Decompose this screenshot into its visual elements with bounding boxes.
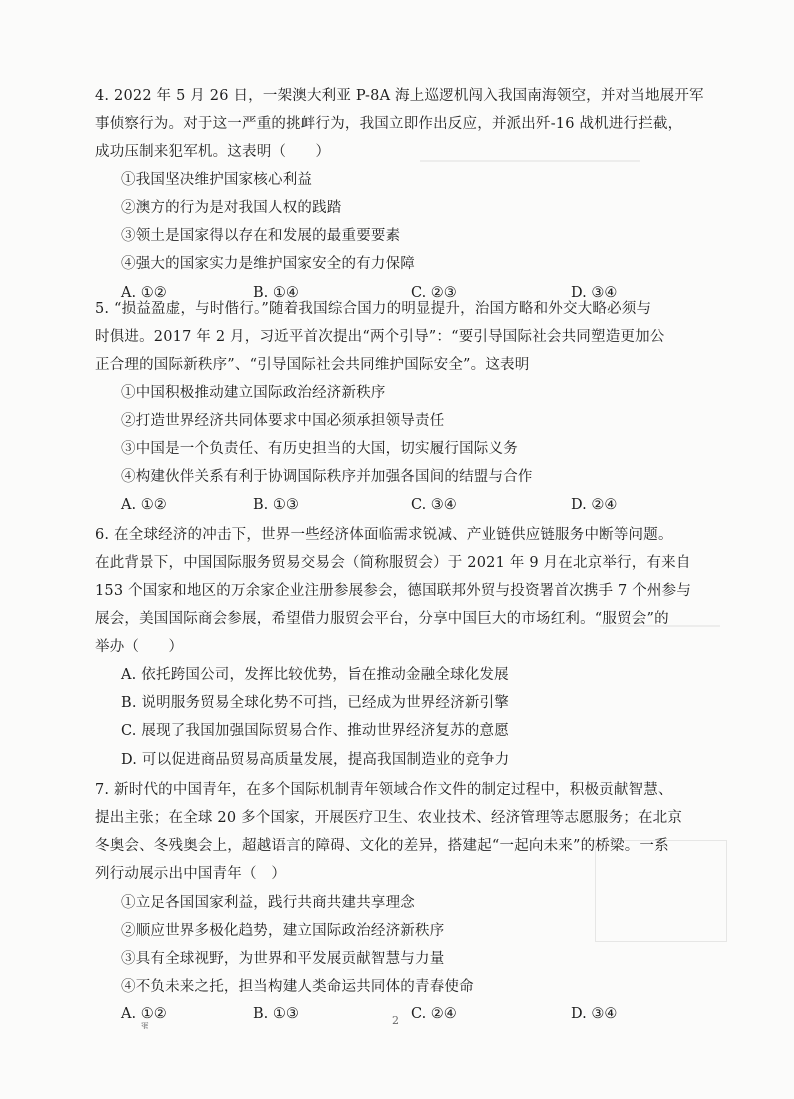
- question-4-choice-a: A. ①②: [121, 285, 167, 301]
- question-5-choice-a: A. ①②: [121, 497, 167, 513]
- question-5-option-2: ②打造世界经济共同体要求中国必须承担领导责任: [121, 413, 445, 429]
- question-7-stem-line-4: 列行动展示出中国青年（ ）: [95, 866, 287, 882]
- question-6-stem-line-2: 在此背景下，中国国际服务贸易交易会（简称服贸会）于 2021 年 9 月在北京举行，有来自: [95, 555, 691, 571]
- question-5-choice-d: D. ②④: [571, 497, 618, 513]
- question-4-stem-line-3: 成功压制来犯军机。这表明（ ）: [95, 144, 331, 160]
- question-7-stem-line-2: 提出主张；在全球 20 多个国家，开展医疗卫生、农业技术、经济管理等志愿服务；在北京: [95, 810, 683, 826]
- question-4-choice-b: B. ①④: [253, 285, 299, 301]
- question-5-stem-line-1: 5. “损益盈虚，与时偕行。”随着我国综合国力的明显提升，治国方略和外交大略必须与: [95, 301, 652, 317]
- scan-artifact: [420, 160, 640, 162]
- question-7-stem-line-3: 冬奥会、冬残奥会上，超越语言的障碍、文化的差异，搭建起“一起向未来”的桥梁。一系: [95, 838, 669, 854]
- question-7-option-3: ③具有全球视野，为世界和平发展贡献智慧与力量: [121, 951, 445, 967]
- question-4-stem-line-1: 4. 2022 年 5 月 26 日，一架澳大利亚 P-8A 海上巡逻机闯入我国南海领空，并对当地展开军: [95, 88, 704, 104]
- question-7-choice-c: C. ②④: [411, 1006, 457, 1022]
- scan-mark: ቑ: [141, 1019, 149, 1032]
- question-6-option-a: A. 依托跨国公司，发挥比较优势，旨在推动金融全球化发展: [121, 667, 509, 683]
- question-7-choice-b: B. ①③: [253, 1006, 299, 1022]
- question-6-option-c: C. 展现了我国加强国际贸易合作、推动世界经济复苏的意愿: [121, 723, 509, 739]
- question-5-choices: [121, 495, 641, 515]
- question-6-option-d: D. 可以促进商品贸易高质量发展，提高我国制造业的竞争力: [121, 752, 510, 768]
- question-7-stem-line-1: 7. 新时代的中国青年，在多个国际机制青年领域合作文件的制定过程中，积极贡献智慧、: [95, 782, 673, 798]
- question-7-option-1: ①立足各国国家利益，践行共商共建共享理念: [121, 895, 415, 911]
- question-5-option-4: ④构建伙伴关系有利于协调国际秩序并加强各国间的结盟与合作: [121, 469, 533, 485]
- question-4-option-4: ④强大的国家实力是维护国家安全的有力保障: [121, 256, 415, 272]
- question-4-option-2: ②澳方的行为是对我国人权的践踏: [121, 200, 342, 216]
- question-7-choice-a: A. ①②: [121, 1006, 167, 1022]
- question-5-stem-line-3: 正合理的国际新秩序”、“引导国际社会共同维护国际安全”。这表明: [95, 357, 530, 373]
- question-4-option-1: ①我国坚决维护国家核心利益: [121, 172, 313, 188]
- question-7-choices: [121, 1004, 641, 1024]
- question-5-choice-b: B. ①③: [253, 497, 299, 513]
- question-6-stem-line-5: 举办（ ）: [95, 639, 184, 655]
- question-6-stem-line-1: 6. 在全球经济的冲击下，世界一些经济体面临需求锐减、产业链供应链服务中断等问题。: [95, 527, 673, 543]
- question-7-option-4: ④不负未来之托，担当构建人类命运共同体的青春使命: [121, 979, 474, 995]
- question-4-choice-c: C. ②③: [411, 285, 457, 301]
- question-6-option-b: B. 说明服务贸易全球化势不可挡，已经成为世界经济新引擎: [121, 695, 509, 711]
- question-7-choice-d: D. ③④: [571, 1006, 618, 1022]
- question-5-stem-line-2: 时俱进。2017 年 2 月，习近平首次提出“两个引导”：“要引导国际社会共同塑造更加公: [95, 329, 665, 345]
- question-5-choice-c: C. ③④: [411, 497, 457, 513]
- question-4-stem-line-2: 事侦察行为。对于这一严重的挑衅行为，我国立即作出反应，并派出歼-16 战机进行拦截，: [95, 116, 683, 132]
- question-5-option-1: ①中国积极推动建立国际政治经济新秩序: [121, 385, 386, 401]
- question-5-option-3: ③中国是一个负责任、有历史担当的大国，切实履行国际义务: [121, 441, 518, 457]
- question-7-option-2: ②顺应世界多极化趋势，建立国际政治经济新秩序: [121, 923, 445, 939]
- page-number: 2: [392, 1014, 399, 1027]
- question-6-stem-line-4: 展会，美国国际商会参展，希望借力服贸会平台，分享中国巨大的市场红利。“服贸会”的: [95, 611, 669, 627]
- question-4-option-3: ③领土是国家得以存在和发展的最重要要素: [121, 228, 401, 244]
- question-4-choice-d: D. ③④: [571, 285, 618, 301]
- question-6-stem-line-3: 153 个国家和地区的万余家企业注册参展参会，德国联邦外贸与投资署首次携手 7 个州参与: [95, 583, 692, 599]
